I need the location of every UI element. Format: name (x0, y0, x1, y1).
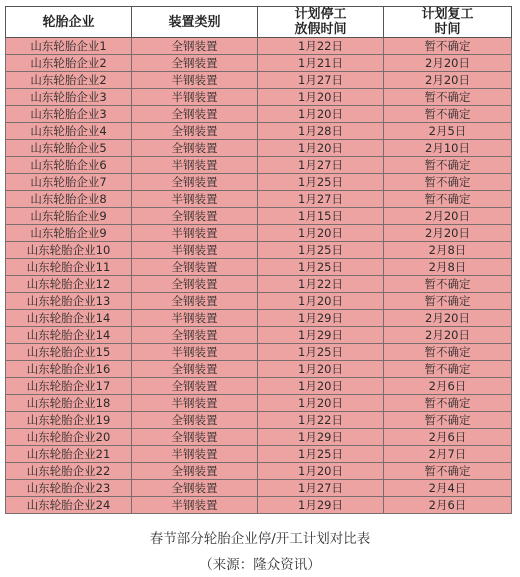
company-cell: 山东轮胎企业14 (6, 310, 132, 327)
table-row (6, 327, 512, 344)
restart-date-cell: 2月8日 (384, 259, 512, 276)
company-cell: 山东轮胎企业18 (6, 395, 132, 412)
restart-date-cell: 暂不确定 (384, 463, 512, 480)
shutdown-date-cell: 1月20日 (258, 106, 384, 123)
shutdown-date-cell: 1月25日 (258, 259, 384, 276)
shutdown-date-cell: 1月29日 (258, 497, 384, 514)
company-cell: 山东轮胎企业14 (6, 327, 132, 344)
table-row (6, 480, 512, 497)
table-row (6, 310, 512, 327)
restart-date-cell: 暂不确定 (384, 293, 512, 310)
table-row (6, 89, 512, 106)
restart-date-cell: 2月10日 (384, 140, 512, 157)
table-row (6, 140, 512, 157)
shutdown-date-cell: 1月20日 (258, 293, 384, 310)
unit-type-cell: 全钢装置 (132, 38, 258, 55)
unit-type-cell: 半钢装置 (132, 242, 258, 259)
company-cell: 山东轮胎企业6 (6, 157, 132, 174)
restart-date-cell: 暂不确定 (384, 106, 512, 123)
restart-date-cell: 2月20日 (384, 55, 512, 72)
shutdown-date-cell: 1月25日 (258, 446, 384, 463)
company-cell: 山东轮胎企业3 (6, 89, 132, 106)
shutdown-date-cell: 1月29日 (258, 429, 384, 446)
shutdown-date-cell: 1月29日 (258, 327, 384, 344)
company-cell: 山东轮胎企业24 (6, 497, 132, 514)
unit-type-cell: 全钢装置 (132, 174, 258, 191)
company-cell: 山东轮胎企业12 (6, 276, 132, 293)
table-row (6, 395, 512, 412)
company-cell: 山东轮胎企业10 (6, 242, 132, 259)
company-cell: 山东轮胎企业8 (6, 191, 132, 208)
shutdown-date-cell: 1月22日 (258, 38, 384, 55)
unit-type-cell: 全钢装置 (132, 106, 258, 123)
restart-date-cell: 2月20日 (384, 327, 512, 344)
shutdown-date-cell: 1月27日 (258, 191, 384, 208)
unit-type-cell: 全钢装置 (132, 276, 258, 293)
shutdown-date-cell: 1月15日 (258, 208, 384, 225)
unit-type-cell: 全钢装置 (132, 463, 258, 480)
restart-date-cell: 暂不确定 (384, 191, 512, 208)
company-cell: 山东轮胎企业20 (6, 429, 132, 446)
company-cell: 山东轮胎企业2 (6, 55, 132, 72)
company-cell: 山东轮胎企业22 (6, 463, 132, 480)
unit-type-cell: 半钢装置 (132, 446, 258, 463)
shutdown-date-cell: 1月25日 (258, 174, 384, 191)
restart-date-cell: 2月20日 (384, 310, 512, 327)
shutdown-date-cell: 1月22日 (258, 276, 384, 293)
company-cell: 山东轮胎企业17 (6, 378, 132, 395)
company-cell: 山东轮胎企业9 (6, 225, 132, 242)
table-row (6, 463, 512, 480)
table-row (6, 446, 512, 463)
shutdown-date-cell: 1月27日 (258, 72, 384, 89)
company-cell: 山东轮胎企业1 (6, 38, 132, 55)
restart-date-cell: 2月20日 (384, 72, 512, 89)
schedule-table-container (5, 6, 512, 514)
schedule-table (5, 6, 512, 514)
company-cell: 山东轮胎企业5 (6, 140, 132, 157)
table-row (6, 293, 512, 310)
unit-type-cell: 全钢装置 (132, 378, 258, 395)
table-row (6, 72, 512, 89)
unit-type-cell: 半钢装置 (132, 310, 258, 327)
company-cell: 山东轮胎企业3 (6, 106, 132, 123)
company-cell: 山东轮胎企业11 (6, 259, 132, 276)
table-row (6, 55, 512, 72)
table-row (6, 378, 512, 395)
table-row (6, 429, 512, 446)
table-row (6, 412, 512, 429)
company-cell: 山东轮胎企业13 (6, 293, 132, 310)
restart-date-cell: 2月20日 (384, 208, 512, 225)
shutdown-date-cell: 1月20日 (258, 361, 384, 378)
table-row (6, 123, 512, 140)
restart-date-cell: 暂不确定 (384, 395, 512, 412)
restart-date-cell: 暂不确定 (384, 89, 512, 106)
table-row (6, 361, 512, 378)
restart-date-cell: 暂不确定 (384, 174, 512, 191)
restart-date-cell: 2月6日 (384, 429, 512, 446)
unit-type-cell: 全钢装置 (132, 327, 258, 344)
table-header-row (6, 7, 512, 38)
unit-type-cell: 半钢装置 (132, 191, 258, 208)
unit-type-cell: 全钢装置 (132, 208, 258, 225)
shutdown-date-cell: 1月29日 (258, 310, 384, 327)
shutdown-date-cell: 1月20日 (258, 225, 384, 242)
table-row (6, 242, 512, 259)
shutdown-date-cell: 1月25日 (258, 344, 384, 361)
unit-type-cell: 全钢装置 (132, 412, 258, 429)
unit-type-cell: 全钢装置 (132, 361, 258, 378)
table-row (6, 208, 512, 225)
restart-date-cell: 暂不确定 (384, 344, 512, 361)
shutdown-date-cell: 1月20日 (258, 378, 384, 395)
shutdown-date-cell: 1月20日 (258, 395, 384, 412)
unit-type-cell: 半钢装置 (132, 497, 258, 514)
company-cell: 山东轮胎企业15 (6, 344, 132, 361)
table-caption-source: （来源：隆众资讯） (199, 557, 321, 573)
unit-type-cell: 全钢装置 (132, 259, 258, 276)
unit-type-cell: 全钢装置 (132, 480, 258, 497)
table-row (6, 344, 512, 361)
restart-date-cell: 2月6日 (384, 378, 512, 395)
company-cell: 山东轮胎企业16 (6, 361, 132, 378)
table-row (6, 174, 512, 191)
shutdown-date-cell: 1月21日 (258, 55, 384, 72)
company-cell: 山东轮胎企业2 (6, 72, 132, 89)
shutdown-date-cell: 1月27日 (258, 480, 384, 497)
shutdown-date-cell: 1月28日 (258, 123, 384, 140)
unit-type-cell: 半钢装置 (132, 344, 258, 361)
shutdown-date-cell: 1月27日 (258, 157, 384, 174)
company-cell: 山东轮胎企业19 (6, 412, 132, 429)
table-caption-title: 春节部分轮胎企业停/开工计划对比表 (149, 531, 371, 547)
table-row (6, 191, 512, 208)
shutdown-date-cell: 1月20日 (258, 89, 384, 106)
unit-type-cell: 全钢装置 (132, 55, 258, 72)
unit-type-cell: 半钢装置 (132, 395, 258, 412)
unit-type-cell: 全钢装置 (132, 429, 258, 446)
table-row (6, 38, 512, 55)
unit-type-cell: 半钢装置 (132, 225, 258, 242)
restart-date-cell: 2月4日 (384, 480, 512, 497)
restart-date-cell: 2月5日 (384, 123, 512, 140)
header-restart-time: 计划复工 时间 (384, 7, 512, 38)
table-row (6, 106, 512, 123)
unit-type-cell: 全钢装置 (132, 293, 258, 310)
table-row (6, 259, 512, 276)
restart-date-cell: 暂不确定 (384, 38, 512, 55)
unit-type-cell: 半钢装置 (132, 72, 258, 89)
restart-date-cell: 暂不确定 (384, 276, 512, 293)
company-cell: 山东轮胎企业4 (6, 123, 132, 140)
table-body (6, 38, 512, 514)
header-company: 轮胎企业 (6, 7, 132, 38)
restart-date-cell: 暂不确定 (384, 361, 512, 378)
header-shutdown-time: 计划停工 放假时间 (258, 7, 384, 38)
unit-type-cell: 全钢装置 (132, 123, 258, 140)
company-cell: 山东轮胎企业23 (6, 480, 132, 497)
unit-type-cell: 半钢装置 (132, 89, 258, 106)
table-row (6, 276, 512, 293)
restart-date-cell: 暂不确定 (384, 157, 512, 174)
shutdown-date-cell: 1月22日 (258, 412, 384, 429)
unit-type-cell: 半钢装置 (132, 157, 258, 174)
shutdown-date-cell: 1月20日 (258, 140, 384, 157)
company-cell: 山东轮胎企业9 (6, 208, 132, 225)
company-cell: 山东轮胎企业21 (6, 446, 132, 463)
company-cell: 山东轮胎企业7 (6, 174, 132, 191)
header-unit-type: 装置类别 (132, 7, 258, 38)
unit-type-cell: 全钢装置 (132, 140, 258, 157)
restart-date-cell: 2月7日 (384, 446, 512, 463)
restart-date-cell: 2月8日 (384, 242, 512, 259)
shutdown-date-cell: 1月25日 (258, 242, 384, 259)
restart-date-cell: 2月6日 (384, 497, 512, 514)
table-row (6, 497, 512, 514)
table-row (6, 225, 512, 242)
shutdown-date-cell: 1月20日 (258, 463, 384, 480)
restart-date-cell: 暂不确定 (384, 412, 512, 429)
table-row (6, 157, 512, 174)
restart-date-cell: 2月20日 (384, 225, 512, 242)
